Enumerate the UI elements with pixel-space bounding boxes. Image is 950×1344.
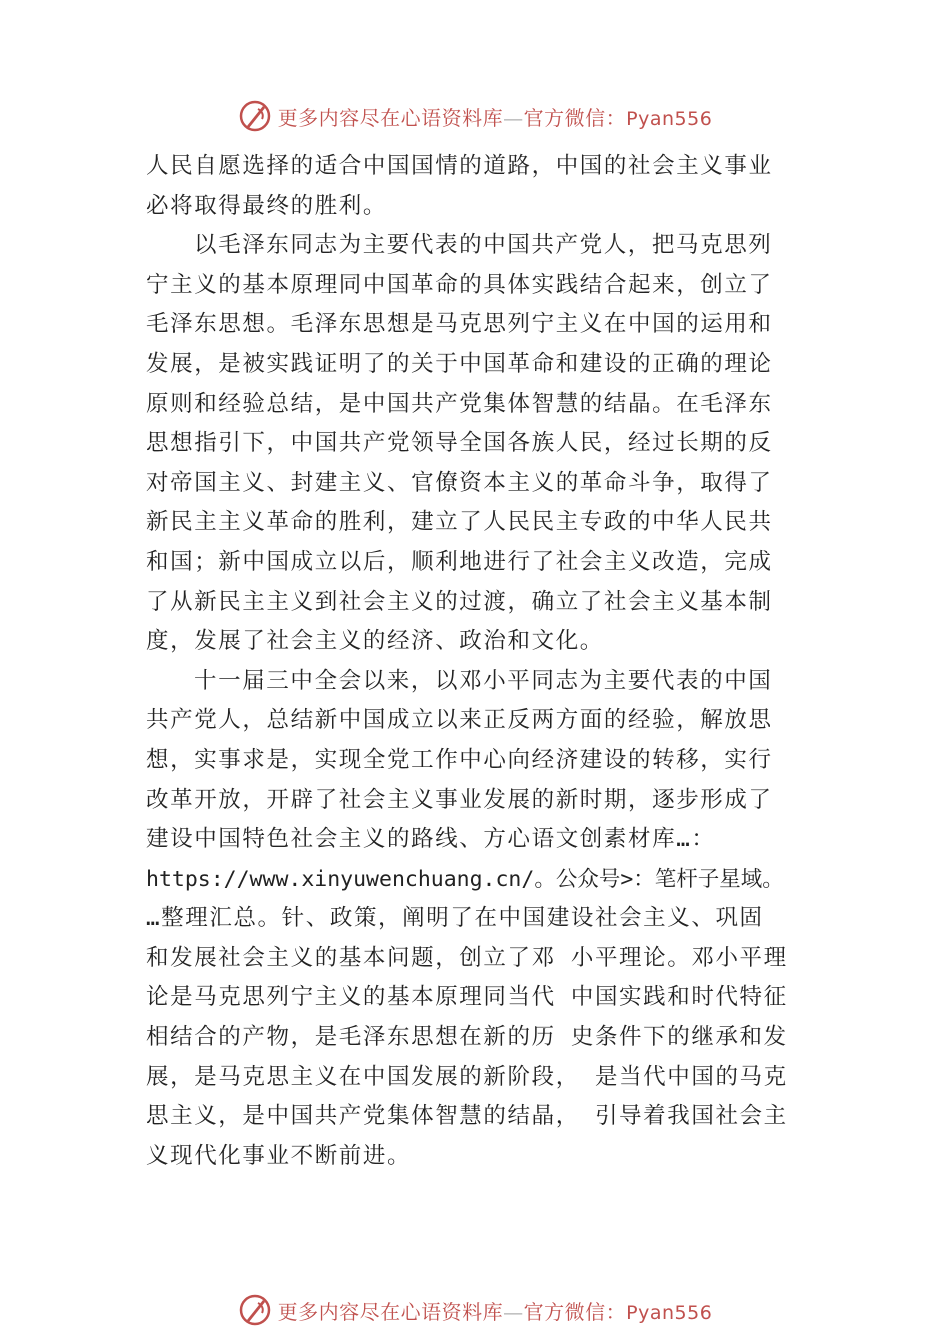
text-line: 发展，是被实践证明了的关于中国革命和建设的正确的理论 [146, 350, 773, 377]
paragraph-start-line: 十一届三中全会以来，以邓小平同志为主要代表的中国 [194, 667, 773, 694]
text-line: 和发展社会主义的基本问题，创立了邓 小平理论。邓小平理 [146, 944, 788, 971]
wechat-id: Pyan556 [626, 107, 713, 130]
brand-text: 更多内容尽在心语资料库 [277, 1299, 504, 1324]
text-line: 对帝国主义、封建主义、官僚资本主义的革命斗争，取得了 [146, 469, 773, 496]
header-banner [0, 96, 950, 136]
footer-banner-text [278, 1296, 713, 1325]
text-line: 建设中国特色社会主义的路线、方心语文创素材库…： [146, 826, 716, 853]
text-line: 了从新民主主义到社会主义的过渡，确立了社会主义基本制 [146, 588, 773, 615]
document-body [146, 147, 826, 1176]
footer-banner [0, 1290, 950, 1330]
text-line: 原则和经验总结，是中国共产党集体智慧的结晶。在毛泽东 [146, 390, 773, 417]
wechat-label: 官方微信： [523, 1299, 627, 1324]
url-line: https://www.xinyuwenchuang.cn/。公众号>：笔杆子星域。 [146, 866, 784, 892]
text-line: 想，实事求是，实现全党工作中心向经济建设的转移，实行 [146, 746, 773, 773]
text-line: 改革开放，开辟了社会主义事业发展的新时期，逐步形成了 [146, 786, 773, 813]
banner-dash: — [503, 1299, 524, 1324]
paragraph-start-line: 以毛泽东同志为主要代表的中国共产党人，把马克思列 [194, 232, 773, 259]
text-line: 论是马克思列宁主义的基本原理同当代 中国实践和时代特征 [146, 984, 788, 1011]
text-line: 人民自愿选择的适合中国国情的道路，中国的社会主义事业 [146, 153, 773, 179]
text-line: 和国；新中国成立以后，顺利地进行了社会主义改造，完成 [146, 548, 773, 575]
text-line: 相结合的产物，是毛泽东思想在新的历 史条件下的继承和发 [146, 1024, 788, 1051]
text-line: 度，发展了社会主义的经济、政治和文化。 [146, 628, 604, 655]
text-line: 思想指引下，中国共产党领导全国各族人民，经过长期的反 [146, 430, 773, 457]
text-line: 宁主义的基本原理同中国革命的具体实践结合起来，创立了 [146, 271, 773, 298]
brand-text: 更多内容尽在心语资料库 [277, 105, 504, 130]
quill-pen-logo-icon [238, 1293, 272, 1327]
wechat-label: 官方微信： [523, 105, 627, 130]
text-line: 思主义，是中国共产党集体智慧的结晶， 引导着我国社会主 [146, 1103, 788, 1130]
text-line: 义现代化事业不断前进。 [146, 1142, 412, 1169]
quill-pen-logo-icon [238, 99, 272, 133]
wechat-id: Pyan556 [626, 1301, 713, 1324]
text-line: 共产党人，总结新中国成立以来正反两方面的经验，解放思 [146, 707, 773, 734]
header-banner-text [278, 102, 713, 131]
text-line: 新民主主义革命的胜利，建立了人民民主专政的中华人民共 [146, 509, 773, 536]
text-line: 展，是马克思主义在中国发展的新阶段， 是当代中国的马克 [146, 1063, 788, 1090]
text-line: …整理汇总。针、政策，阐明了在中国建设社会主义、巩固 [146, 905, 764, 932]
banner-dash: — [503, 105, 524, 130]
text-line: 毛泽东思想。毛泽东思想是马克思列宁主义在中国的运用和 [146, 311, 773, 338]
text-line: 必将取得最终的胜利。 [146, 192, 388, 219]
